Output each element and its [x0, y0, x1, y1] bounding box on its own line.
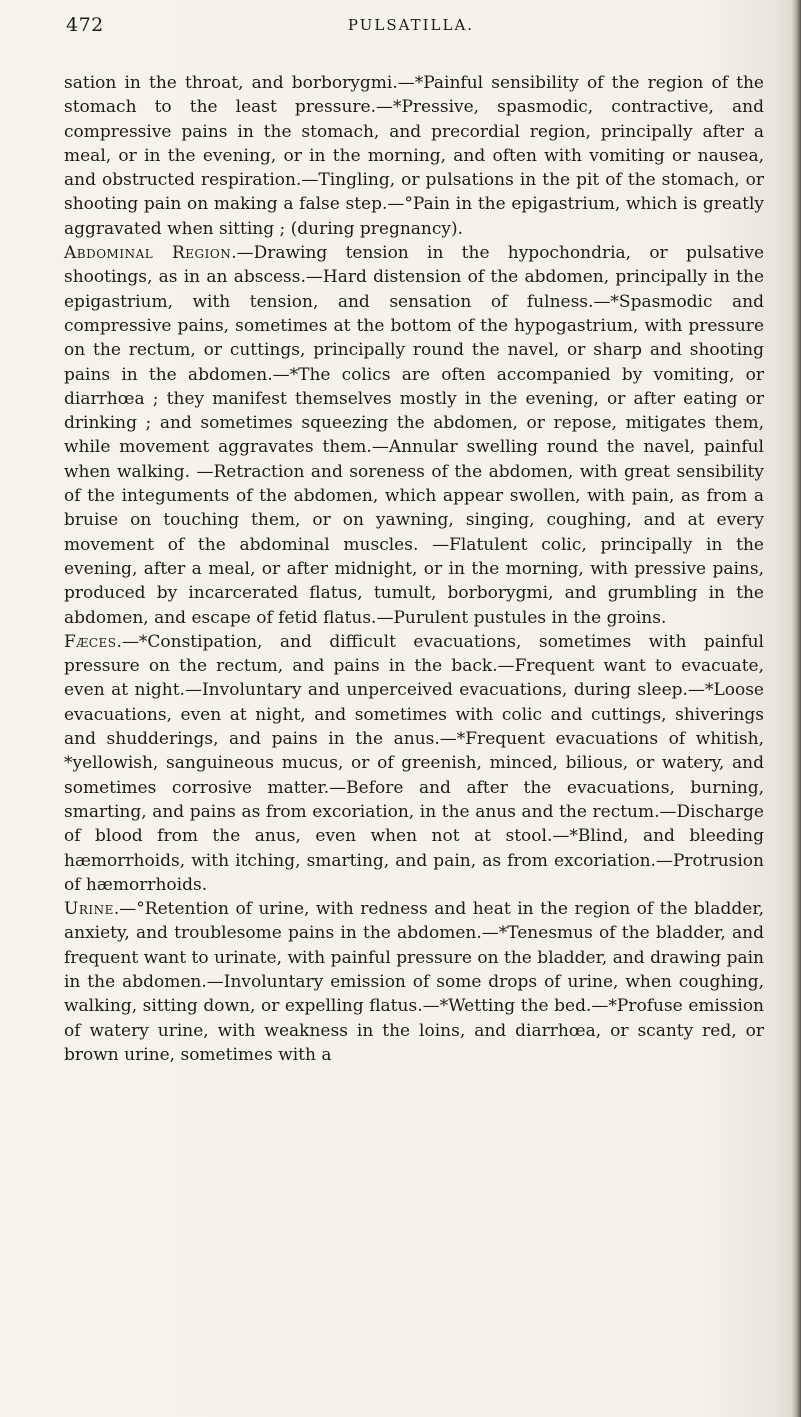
body-text: [64, 71, 764, 1067]
paragraph-urine: [64, 897, 764, 1067]
section-heading: Fæces: [64, 631, 117, 652]
paragraph-faeces: [64, 630, 764, 897]
page-number: 472: [66, 14, 104, 36]
paragraph-text: .—*Constipation, and difficult evacuations, sometimes with painful pressure on the rectum, and pains in the back.—Frequent want to evacuate, even at night.—Involuntary and unperceived evacuations, during sleep.—*Loose evacuations, even at night, and sometimes with colic and cuttings, shiverings and shudderings, and pains in the anus.—*Frequent evacuations of whitish, *yellowish, sanguineous mucus, or of greenish, minced, bilious, or watery, and sometimes corrosive matter.—Before and after the evacuations, burning, smarting, and pains as from excoriation, in the anus and the rectum.—Discharge of blood from the anus, even when not at stool.—*Blind, and bleeding hæmorrhoids, with itching, smarting, and pain, as from excoriation.—Protrusion of hæmorrhoids.: [64, 631, 764, 895]
paragraph-stomach-continued: [64, 71, 764, 241]
paragraph-text: .—°Retention of urine, with redness and heat in the region of the bladder, anxiety, and troublesome pains in the abdomen.—*Tenesmus of the bladder, and frequent want to urinate, with painful pressure on the bladder, and drawing pain in the abdomen.—Involuntary emission of some drops of urine, when coughing, walking, sitting down, or expelling flatus.—*Wetting the bed.—*Profuse emission of watery urine, with weakness in the loins, and diarrhœa, or scanty red, or brown urine, sometimes with a: [64, 899, 764, 1065]
paragraph-abdominal-region: [64, 241, 764, 630]
section-heading: Abdominal Region: [64, 243, 232, 264]
section-heading: Urine: [64, 899, 114, 920]
paragraph-text: .—Drawing tension in the hypochondria, or pulsative shootings, as in an abscess.—Hard distension of the abdomen, principally in the epigastrium, with tension, and sensation of fulness.—*Spasmodic and compressive pains, sometimes at the bottom of the hypogastrium, with pressure on the rectum, or cuttings, principally round the navel, or sharp and shooting pains in the abdomen.—*The colics are often accompanied by vomiting, or diarrhœa ; they manifest themselves mostly in the evening, or after eating or drinking ; and sometimes squeezing the abdomen, or repose, mitigates them, while movement aggravates them.—Annular swelling round the navel, painful when walking. —Retraction and soreness of the abdomen, with great sensibility of the integuments of the abdomen, which appear swollen, with pain, as from a bruise on touching them, or on yawning, singing, coughing, and at every movement of the abdominal muscles. —Flatulent colic, principally in the evening, after a meal, or after midnight, or in the morning, with pressive pains, produced by incarcerated flatus, tumult, borborygmi, and grumbling in the abdomen, and escape of fetid flatus.—Purulent pustules in the groins.: [64, 243, 764, 628]
running-head: PULSATILLA.: [347, 16, 475, 34]
paragraph-text: sation in the throat, and borborygmi.—*Painful sensibility of the region of the stomach to the least pressure.—*Pressive, spasmodic, contractive, and compressive pains in the stomach, and precordial region, principally after a meal, or in the evening, or in the morning, and often with vomiting or nausea, and obstructed respiration.—Tingling, or pulsations in the pit of the stomach, or shooting pain on making a false step.—°Pain in the epigastrium, which is greatly aggravated when sitting ; (during pregnancy).: [64, 73, 764, 239]
page-edge-shadow: [791, 0, 801, 1417]
page-header: [66, 10, 756, 40]
